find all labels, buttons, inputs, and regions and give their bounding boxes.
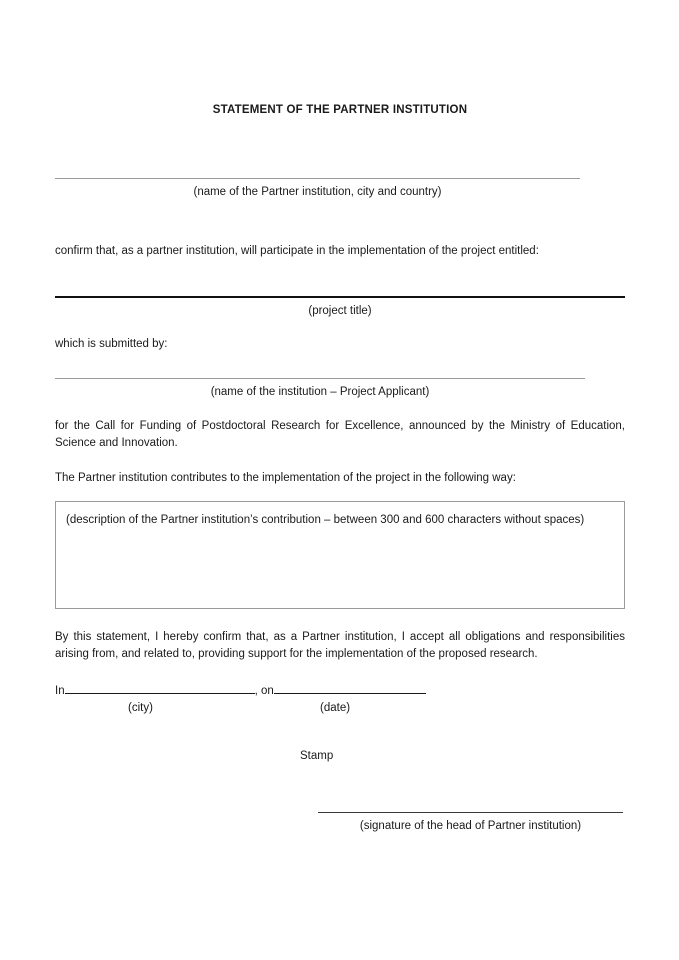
place-date-captions <box>55 702 625 718</box>
city-caption: (city) <box>128 701 153 714</box>
signature-caption: (signature of the head of Partner institution) <box>359 820 582 832</box>
stamp-label: Stamp <box>300 749 334 762</box>
city-input-blank[interactable] <box>65 681 255 694</box>
obligations-paragraph: By this statement, I hereby confirm that, as a Partner institution, I accept all obligations and responsibilities arising from, and related to, providing support for the implementation of the proposed research. <box>55 631 625 661</box>
partner-name-caption: (name of the Partner institution, city and country) <box>193 186 442 198</box>
place-date-line <box>55 681 625 697</box>
page-title: STATEMENT OF THE PARTNER INSTITUTION <box>212 104 468 116</box>
project-title-blank-line[interactable] <box>55 296 625 298</box>
date-prefix-label: , on <box>254 684 274 697</box>
contribution-textbox[interactable] <box>55 501 625 609</box>
confirm-paragraph: confirm that, as a partner institution, will participate in the implementation of the project entitled: <box>55 245 539 257</box>
applicant-blank-line[interactable] <box>55 378 585 379</box>
project-title-caption: (project title) <box>308 304 372 317</box>
call-paragraph: for the Call for Funding of Postdoctoral Research for Excellence, announced by the Ministry of Education, Science and Innovation. <box>55 420 625 450</box>
date-caption: (date) <box>320 701 351 714</box>
contribution-intro: The Partner institution contributes to the implementation of the project in the following way: <box>55 471 516 484</box>
applicant-caption: (name of the institution – Project Applicant) <box>210 386 430 399</box>
submitted-by-label: which is submitted by: <box>55 337 168 350</box>
contribution-placeholder-text: (description of the Partner institution’s contribution – between 300 and 600 characters without spaces) <box>66 514 585 527</box>
place-prefix-label: In <box>55 684 65 697</box>
date-input-blank[interactable] <box>274 681 426 694</box>
partner-name-blank-line[interactable] <box>55 178 580 179</box>
signature-block <box>318 812 623 832</box>
signature-blank-line[interactable] <box>318 812 623 813</box>
document-body <box>55 0 625 762</box>
